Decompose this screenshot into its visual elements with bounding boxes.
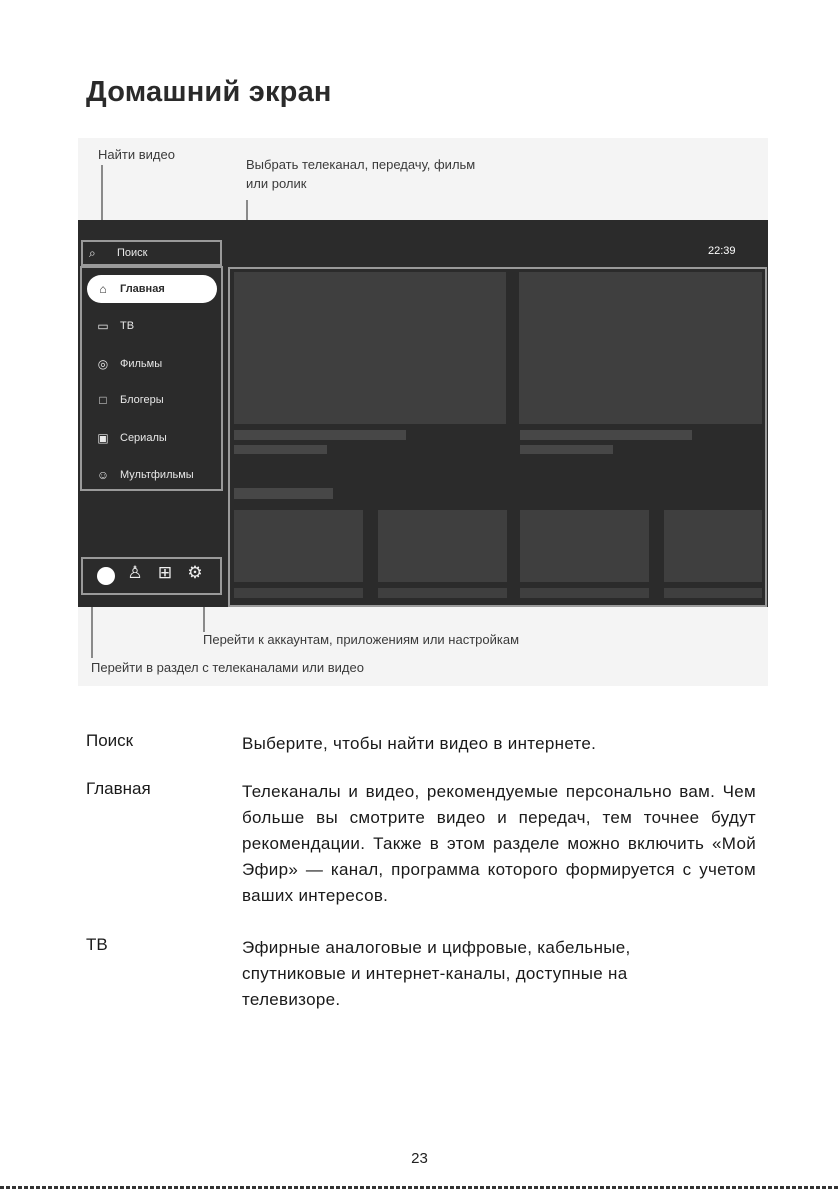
callout-go-accounts: Перейти к аккаунтам, приложениям или настройкам [203, 632, 520, 647]
nav-item-label: Мультфильмы [120, 469, 194, 481]
settings-gear-icon[interactable]: ⚙ [187, 563, 203, 582]
nav-item-films[interactable] [87, 350, 217, 378]
row-heading-placeholder [234, 488, 333, 499]
term-search: Поиск [86, 731, 134, 750]
nav-item-bloggers[interactable] [87, 386, 217, 414]
desc-home: Телеканалы и видео, рекомендуемые персонально вам. Чем больше вы смотрите видео и передач, тем точнее будут рекомендации. Также в этом разделе можно включить «Мой Эфир» — канал, программа которого формируется с учетом ваших интересов. [242, 782, 756, 905]
content-tile[interactable] [234, 272, 506, 424]
page-bottom-rule [0, 1186, 839, 1189]
nav-item-cartoons[interactable] [87, 461, 217, 489]
nav-item-label: Фильмы [120, 358, 163, 370]
tile-title-placeholder [234, 430, 406, 440]
nav-item-label: ТВ [120, 320, 135, 332]
nav-item-label: Блогеры [120, 394, 164, 406]
page-title: Домашний экран [86, 76, 332, 108]
tile-subtitle-placeholder [520, 445, 613, 454]
content-tile[interactable] [520, 510, 649, 582]
nav-item-tv[interactable] [87, 312, 217, 340]
nav-item-home[interactable] [87, 275, 217, 303]
callout-choose-channel: Выбрать телеканал, передачу, фильм или ролик [246, 157, 476, 191]
content-tile [378, 588, 507, 598]
term-tv: ТВ [86, 935, 108, 954]
nav-item-label: Главная [120, 283, 165, 295]
desc-search: Выберите, чтобы найти видео в интернете. [242, 734, 597, 753]
tile-title-placeholder [520, 430, 692, 440]
nav-item-series[interactable] [87, 424, 217, 452]
callout-find-video: Найти видео [98, 147, 175, 162]
tv-icon: ▭ [97, 319, 109, 333]
content-tile[interactable] [664, 510, 762, 582]
film-reel-icon: ◎ [97, 357, 109, 371]
search-label: Поиск [117, 247, 148, 259]
home-icon: ⌂ [99, 282, 107, 296]
content-tile [234, 588, 363, 598]
profile-icon[interactable]: ♙ [127, 563, 143, 582]
cartoon-icon: ☺ [96, 468, 110, 482]
content-tile[interactable] [234, 510, 363, 582]
apps-grid-icon[interactable]: ⊞ [157, 563, 173, 582]
page-number: 23 [411, 1150, 428, 1167]
tile-subtitle-placeholder [234, 445, 327, 454]
content-tile[interactable] [378, 510, 507, 582]
content-tile [664, 588, 762, 598]
search-icon: ⌕ [89, 246, 96, 260]
assistant-icon[interactable] [97, 567, 115, 585]
desc-tv: Эфирные аналоговые и цифровые, кабельные, спутниковые и интернет-каналы, доступные на телевизоре. [242, 938, 631, 1009]
chat-screen-icon: □ [99, 393, 107, 407]
nav-item-label: Сериалы [120, 432, 167, 444]
callout-go-section: Перейти в раздел с телеканалами или видео [91, 660, 364, 675]
clock: 22:39 [708, 245, 736, 257]
series-icon: ▣ [97, 431, 109, 445]
content-tile[interactable] [519, 272, 762, 424]
term-home: Главная [86, 779, 151, 798]
search-button[interactable] [81, 240, 222, 266]
content-tile [520, 588, 649, 598]
